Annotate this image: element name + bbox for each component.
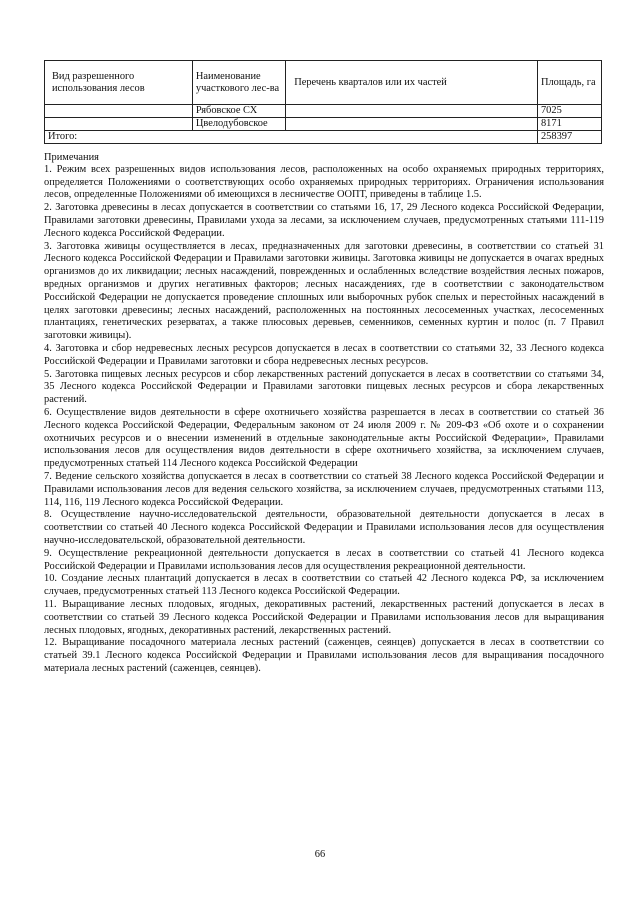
note-item: 6. Осуществление видов деятельности в сфере охотничьего хозяйства разрешается в лесах в соответствии со статьей 36 Лесного кодекса Российской Федерации, Федеральным законом от 24 июля 2009 г. № 209-ФЗ «Об охоте и о сохранении охотничьих ресурсов и о внесении изменений в отдельные законодательные акты Российской Федерации», Правилами использования лесов для осуществления видов деятельности в сфере охотничьего хозяйства, за исключением случаев, предусмотренных статьей 114 Лесного кодекса Российской Федерации [44,407,604,470]
forest-use-table [44,60,602,144]
table-header-row [45,61,602,105]
note-item: 9. Осуществление рекреационной деятельности допускается в лесах в соответствии со статьей 41 Лесного кодекса Российской Федерации и Правилами использования лесов для осуществления рекреационной деятельности. [44,547,604,572]
cell-forestry: Цвелодубовское [192,117,285,130]
cell-quarters [286,105,538,118]
header-use-type: Вид разрешенного использования лесов [45,61,193,105]
notes-title: Примечания [44,151,99,163]
note-item: 5. Заготовка пищевых лесных ресурсов и сбор лекарственных растений допускается в лесах в соответствии со статьями 34, 35 Лесного кодекса Российской Федерации и Правилами заготовки пищевых лесных ресурсов и сбора лекарственных растений. [44,368,604,406]
note-item: 11. Выращивание лесных плодовых, ягодных, декоративных растений, лекарственных растений допускается в лесах в соответствии со статьей 39 Лесного кодекса Российской Федерации и Правилами использования лесов для выращивания лесных плодовых, ягодных, декоративных растений, лекарственных растений. [44,598,604,636]
cell-quarters [286,117,538,130]
note-item: 7. Ведение сельского хозяйства допускается в лесах в соответствии со статьей 38 Лесного кодекса Российской Федерации и Правилами использования лесов для ведения сельского хозяйства, за исключением случаев, предусмотренных статьями 113, 114, 116, 119 Лесного кодекса Российской Федерации. [44,470,604,508]
note-item: 8. Осуществление научно-исследовательской деятельности, образовательной деятельности допускается в лесах в соответствии со статьей 40 Лесного кодекса Российской Федерации и Правилами использования лесов для осуществления научно-исследовательской, образовательной деятельности. [44,509,604,546]
note-item: 1. Режим всех разрешенных видов использования лесов, расположенных на особо охраняемых природных территориях, определяется Положениями о соответствующих особо охраняемых природных территориях. Ограничения использования лесов, определенные Положениями об имеющихся в лесничестве ООПТ, приведены в таблице 1.5. [44,163,604,201]
note-item: 3. Заготовка живицы осуществляется в лесах, предназначенных для заготовки древесины, в соответствии со статьей 31 Лесного кодекса Российской Федерации и Правилами заготовки живицы. Заготовка живицы не допускается в очагах вредных организмов до их ликвидации; лесных насаждений, поврежденных и ослабленных вследствие воздействия лесных пожаров, вредных организмов и других негативных факторов; лесных насаждениях, где в соответствии с законодательством Российской Федерации не допускается проведение сплошных или выборочных рубок спелых и перестойных насаждений в целях заготовки древесины; лесных насаждений, расположенных на постоянных лесосеменных участках, лесосеменных плантациях, генетических резерватах, а также плюсовых деревьев, семенников, семенных куртин и полос (п. 7 Правил заготовки живицы). [44,240,604,342]
note-item: 10. Создание лесных плантаций допускается в лесах в соответствии со статьей 42 Лесного кодекса РФ, за исключением случаев, предусмотренных статьей 113 Лесного кодекса Российской Федерации. [44,573,604,598]
document-page [44,60,604,676]
table-row [45,117,602,130]
table-row [45,105,602,118]
note-item: 12. Выращивание посадочного материала лесных растений (саженцев, сеянцев) допускается в лесах в соответствии со статьей 39.1 Лесного кодекса Российской Федерации и Правилами использования лесов для выращивания посадочного материала лесных растений (саженцев, сеянцев). [44,637,604,674]
notes-list [44,164,604,676]
page-number: 66 [314,849,326,860]
note-item: 2. Заготовка древесины в лесах допускается в соответствии со статьями 16, 17, 29 Лесного кодекса Российской Федерации, Правилами заготовки древесины, Правилами ухода за лесами, за исключением случаев, предусмотренных статьями 111-119 Лесного кодекса Российской Федерации. [44,202,604,239]
header-forestry: Наименование участкового лес-ва [192,61,285,105]
table-total-row [45,130,602,143]
cell-use [45,105,193,118]
cell-forestry: Рябовское СХ [192,105,285,118]
header-quarters: Перечень кварталов или их частей [286,61,538,105]
cell-area: 8171 [537,117,601,130]
cell-area: 7025 [537,105,601,118]
total-value: 258397 [537,130,601,143]
cell-use [45,117,193,130]
total-label: Итого: [45,130,538,143]
header-area: Площадь, га [537,61,601,105]
note-item: 4. Заготовка и сбор недревесных лесных ресурсов допускается в лесах в соответствии со статьями 32, 33 Лесного кодекса Российской Федерации и Правилами заготовки и сбора недревесных лесных ресурсов. [44,343,604,367]
